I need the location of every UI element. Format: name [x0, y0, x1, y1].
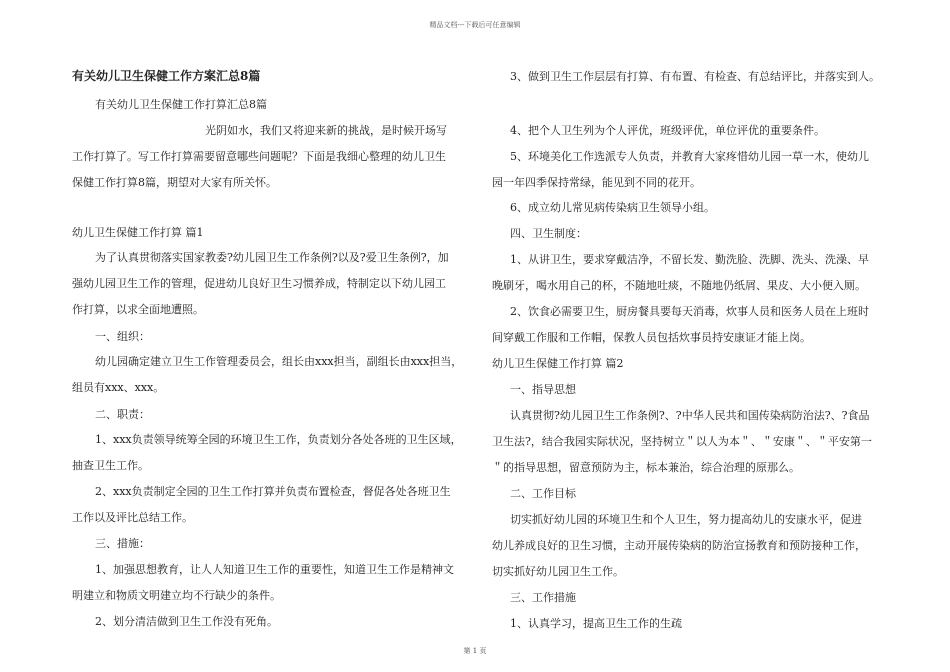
text-line: 切实抓好幼儿园的环境卫生和个人卫生，努力提高幼儿的安康水平，促进	[510, 513, 862, 526]
text-line: 幼儿卫生保健工作打算 篇1	[72, 226, 204, 239]
text-line: ＂的指导思想，留意预防为主，标本兼治，综合治理的原那么。	[492, 461, 800, 474]
page-header: 精品文档---下载后可任意编辑	[429, 21, 521, 29]
text-line: 工作以及评比总结工作。	[72, 511, 193, 524]
text-line: 四、卫生制度：	[510, 227, 587, 240]
text-line: 光阴如水，我们又将迎来新的挑战，是时候开场写	[205, 124, 447, 137]
document-title: 有关幼儿卫生保健工作方案汇总8篇	[72, 69, 261, 83]
text-line: 5、环境美化工作选派专人负责，并教育大家疼惜幼儿园一草一木，使幼儿	[510, 150, 869, 163]
text-line: 间穿戴工作服和工作帽，保教人员包括炊事员持安康证才能上岗。	[492, 331, 811, 344]
page-footer: 第 1 页	[463, 647, 487, 655]
text-line: 作打算，以求全面地遭照。	[72, 303, 204, 316]
text-line: 三、工作措施	[510, 591, 576, 604]
text-line: 二、职责：	[95, 408, 150, 421]
text-line: 3、做到卫生工作层层有打算、有布置、有检查、有总结评比，并落实到人。	[510, 70, 880, 83]
text-line: 晚刷牙，喝水用自己的杯，不随地吐痰，不随地仍纸屑、果皮、大小便入厕。	[492, 279, 866, 292]
text-line: 卫生法?，结合我园实际状况，坚持树立＂以人为本＂、＂安康＂、＂平安第一	[492, 435, 872, 448]
text-line: 园一年四季保持常绿，能见到不同的花开。	[492, 176, 701, 189]
text-line: 明建立和物质文明建立均不行缺少的条件。	[72, 589, 281, 602]
text-line: 1、认真学习，提高卫生工作的生疏	[510, 617, 682, 630]
text-line: 2、划分清洁做到卫生工作没有死角。	[95, 615, 278, 628]
text-line: 幼儿园确定建立卫生工作管理委员会，组长由xxx担当，副组长由xxx担当，	[95, 355, 463, 368]
text-line: 抽查卫生工作。	[72, 459, 149, 472]
text-line: 6、成立幼儿常见病传染病卫生领导小组。	[510, 201, 715, 214]
text-line: 幼儿养成良好的卫生习惯，主动开展传染病的防治宣扬教育和预防接种工作，	[492, 539, 866, 552]
text-line: 1、从讲卫生，要求穿戴洁净，不留长发、勤洗脸、洗脚、洗头、洗澡、早	[510, 253, 869, 266]
text-line: 三、措施：	[95, 537, 150, 550]
text-line: 为了认真贯彻落实国家教委?幼儿园卫生工作条例?以及?爱卫生条例?，加	[95, 251, 449, 264]
text-line: 1、加强思想教育，让人人知道卫生工作的重要性，知道卫生工作是精神文	[95, 563, 454, 576]
text-line: 二、工作目标	[510, 487, 576, 500]
text-line: 2、xxx负责制定全园的卫生工作打算并负责布置检查，督促各处各班卫生	[95, 485, 451, 498]
text-line: 切实抓好幼儿园卫生工作。	[492, 565, 624, 578]
text-line: 有关幼儿卫生保健工作打算汇总8篇	[95, 98, 267, 111]
text-line: 保健工作打算8篇，期望对大家有所关怀。	[72, 176, 277, 189]
text-line: 4、把个人卫生列为个人评优，班级评优，单位评优的重要条件。	[510, 124, 825, 137]
text-line: 工作打算了。写工作打算需要留意哪些问题呢？下面是我细心整理的幼儿卫生	[72, 150, 446, 163]
text-line: 一、组织：	[95, 330, 150, 343]
text-line: 幼儿卫生保健工作打算 篇2	[492, 357, 624, 370]
text-line: 强幼儿园卫生工作的管理，促进幼儿良好卫生习惯养成，特制定以下幼儿园工	[72, 277, 446, 290]
text-line: 1、xxx负责领导统筹全园的环境卫生工作，负责划分各处各班的卫生区域，	[95, 433, 462, 446]
text-line: 2、饮食必需要卫生，厨房餐具要每天消毒，炊事人员和医务人员在上班时	[510, 305, 869, 318]
text-line: 一、指导思想	[510, 383, 576, 396]
text-line: 组员有xxx、xxx。	[72, 381, 165, 394]
text-line: 认真贯彻?幼儿园卫生工作条例?、?中华人民共和国传染病防治法?、?食品	[510, 409, 870, 422]
